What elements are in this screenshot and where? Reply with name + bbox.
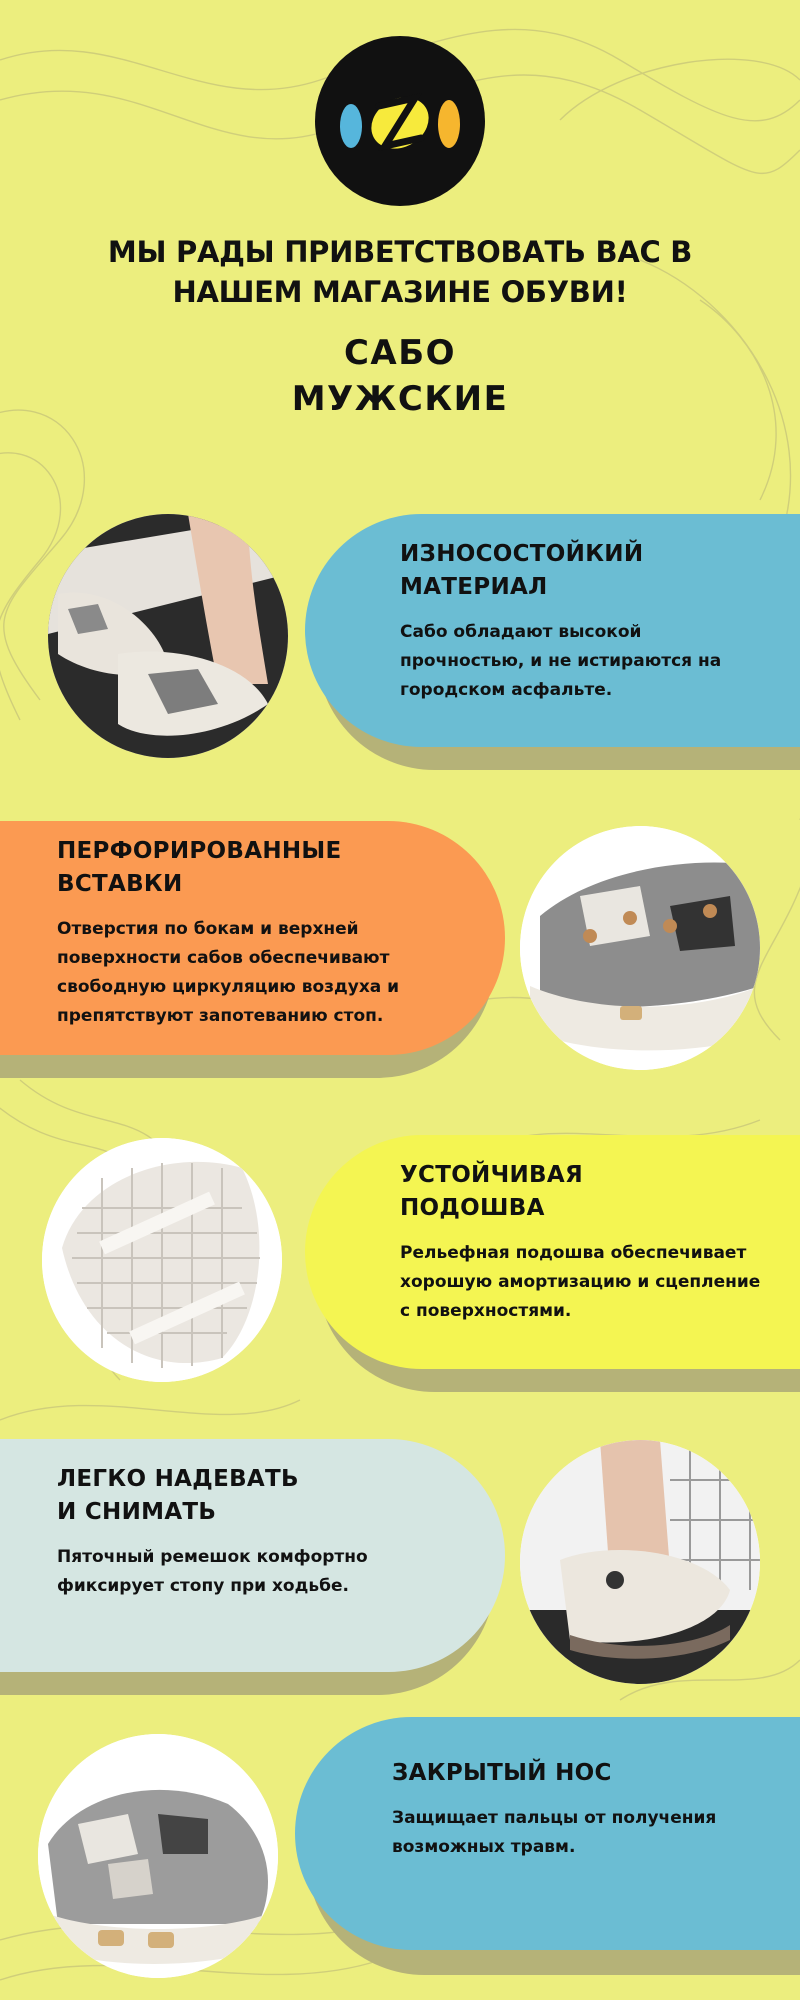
- feature-5-card: [295, 1717, 800, 1950]
- feature-5-title: ЗАКРЫТЫЙ НОС: [392, 1760, 612, 1786]
- feature-4-card: [0, 1439, 505, 1672]
- product-title-line2: МУЖСКИЕ: [291, 379, 509, 419]
- feature-3-card: [305, 1135, 800, 1369]
- sole-tread-photo: [42, 1138, 282, 1382]
- logo-icon: [315, 36, 485, 206]
- heel-strap-photo: [520, 1440, 760, 1684]
- feature-2-text: Отверстия по бокам и верхней поверхности сабов обеспечивают свободную циркуляцию воздуха и препятствуют запотеванию стоп.: [57, 919, 400, 1026]
- feature-1-card: [305, 514, 800, 747]
- clog-perforation-photo: [520, 826, 760, 1070]
- product-title: [200, 330, 600, 422]
- feature-2-card: [0, 821, 505, 1055]
- feature-4-text: Пяточный ремешок комфортно фиксирует стопу при ходьбе.: [57, 1547, 368, 1596]
- feature-4-title: ЛЕГКО НАДЕВАТЬ И СНИМАТЬ: [57, 1466, 299, 1525]
- clog-on-foot-photo: [48, 514, 288, 758]
- feature-3-title: УСТОЙЧИВАЯ ПОДОШВА: [400, 1162, 583, 1221]
- product-title-line1: САБО: [343, 333, 457, 373]
- feature-1-title: ИЗНОСОСТОЙКИЙ МАТЕРИАЛ: [400, 541, 644, 600]
- feature-5-text: Защищает пальцы от получения возможных травм.: [392, 1808, 717, 1857]
- feature-3-text: Рельефная подошва обеспечивает хорошую амортизацию и сцепление с поверхностями.: [400, 1243, 761, 1321]
- feature-1-text: Сабо обладают высокой прочностью, и не истираются на городском асфальте.: [400, 622, 722, 700]
- feature-2-title: ПЕРФОРИРОВАННЫЕ ВСТАВКИ: [57, 838, 342, 897]
- closed-toe-photo: [38, 1734, 278, 1978]
- brand-logo[interactable]: [315, 36, 485, 206]
- welcome-heading: МЫ РАДЫ ПРИВЕТСТВОВАТЬ ВАС В НАШЕМ МАГАЗИНЕ ОБУВИ!: [107, 235, 693, 309]
